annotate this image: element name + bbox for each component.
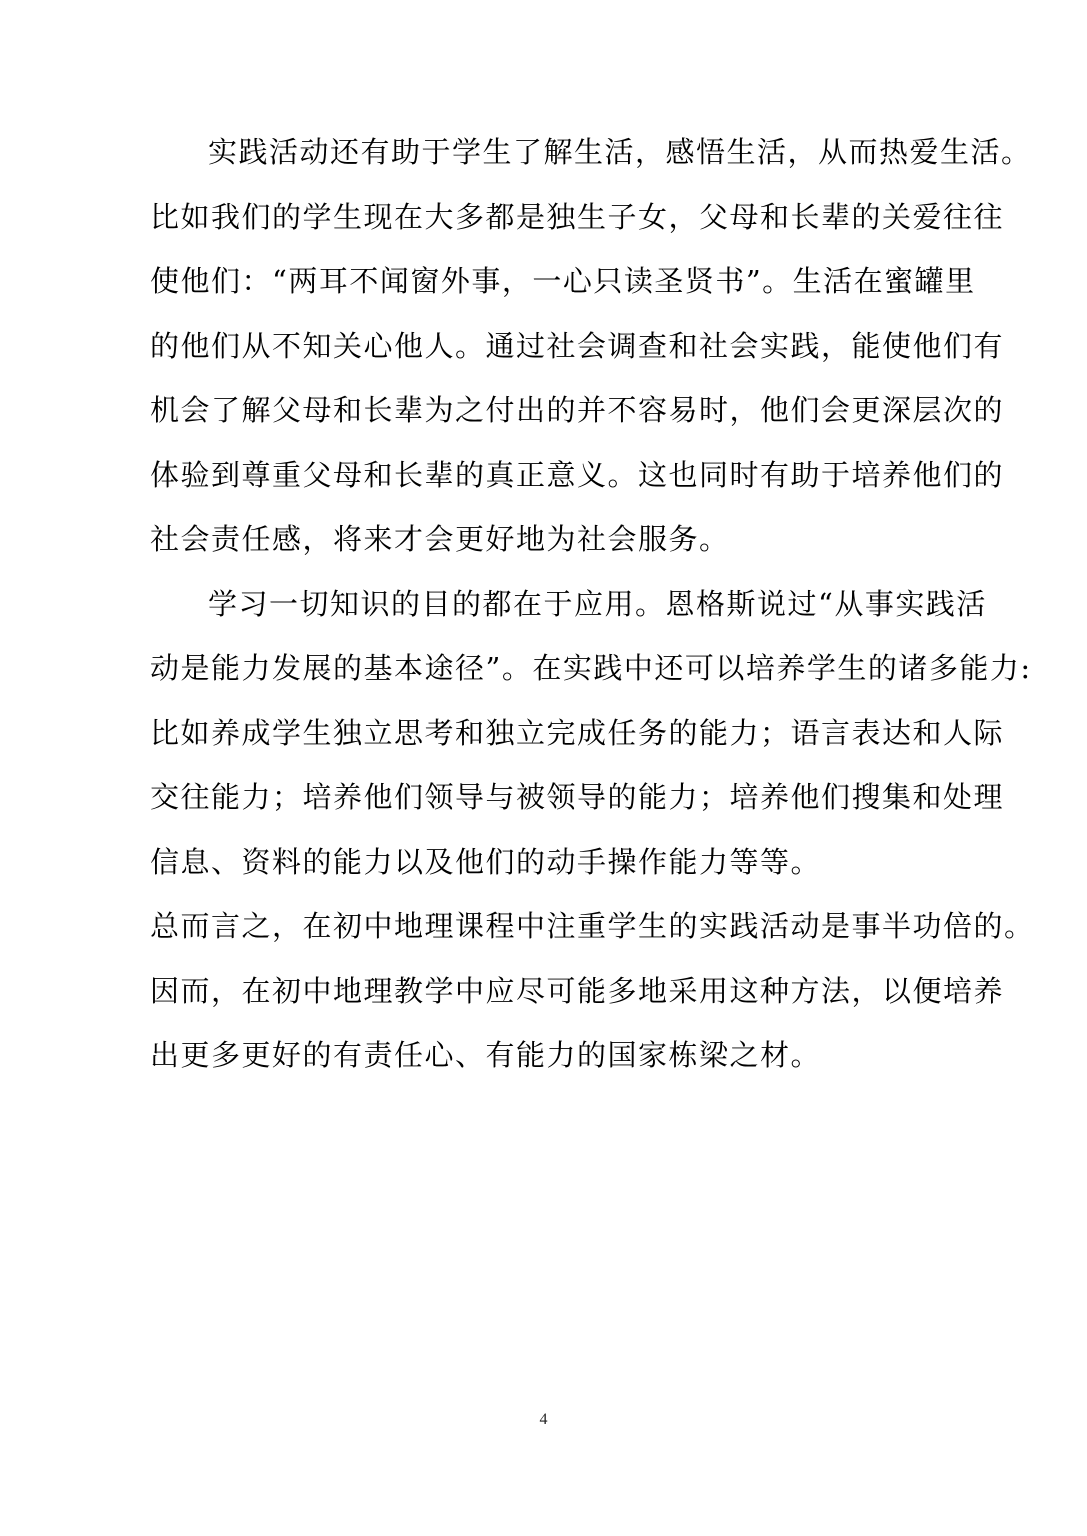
- text-line: 动是能力发展的基本途径”。在实践中还可以培养学生的诸多能力:: [150, 651, 1032, 685]
- text-line: 机会了解父母和长辈为之付出的并不容易时，他们会更深层次的: [150, 393, 1005, 427]
- paragraph-2: [150, 576, 1032, 899]
- text-line: 比如我们的学生现在大多都是独生子女，父母和长辈的关爱往往: [150, 199, 1005, 234]
- text-line: 出更多更好的有责任心、有能力的国家栋梁之材。: [150, 1038, 822, 1072]
- text-line: 实践活动还有助于学生了解生活，感悟生活，从而热爱生活。: [208, 135, 1032, 169]
- text-line: 信息、资料的能力以及他们的动手操作能力等等。: [150, 844, 822, 879]
- paragraph-3: [150, 898, 1035, 1092]
- text-line: 交往能力；培养他们领导与被领导的能力；培养他们搜集和处理: [150, 780, 1005, 814]
- text-line: 总而言之，在初中地理课程中注重学生的实践活动是事半功倍的。: [150, 909, 1035, 943]
- text-line: 体验到尊重父母和长辈的真正意义。这也同时有助于培养他们的: [150, 457, 1005, 492]
- body-text: [150, 124, 1035, 1092]
- text-line: 社会责任感，将来才会更好地为社会服务。: [150, 522, 730, 556]
- text-line: 学习一切知识的目的都在于应用。恩格斯说过“从事实践活: [208, 586, 987, 621]
- text-line: 的他们从不知关心他人。通过社会调查和社会实践，能使他们有: [150, 328, 1005, 363]
- page-number: 4: [539, 1411, 548, 1428]
- text-line: 因而，在初中地理教学中应尽可能多地采用这种方法，以便培养: [150, 973, 1005, 1008]
- text-line: 比如养成学生独立思考和独立完成任务的能力；语言表达和人际: [150, 715, 1005, 750]
- paragraph-1: [150, 124, 1032, 576]
- text-line: 使他们：“两耳不闻窗外事，一心只读圣贤书”。生活在蜜罐里: [150, 264, 976, 298]
